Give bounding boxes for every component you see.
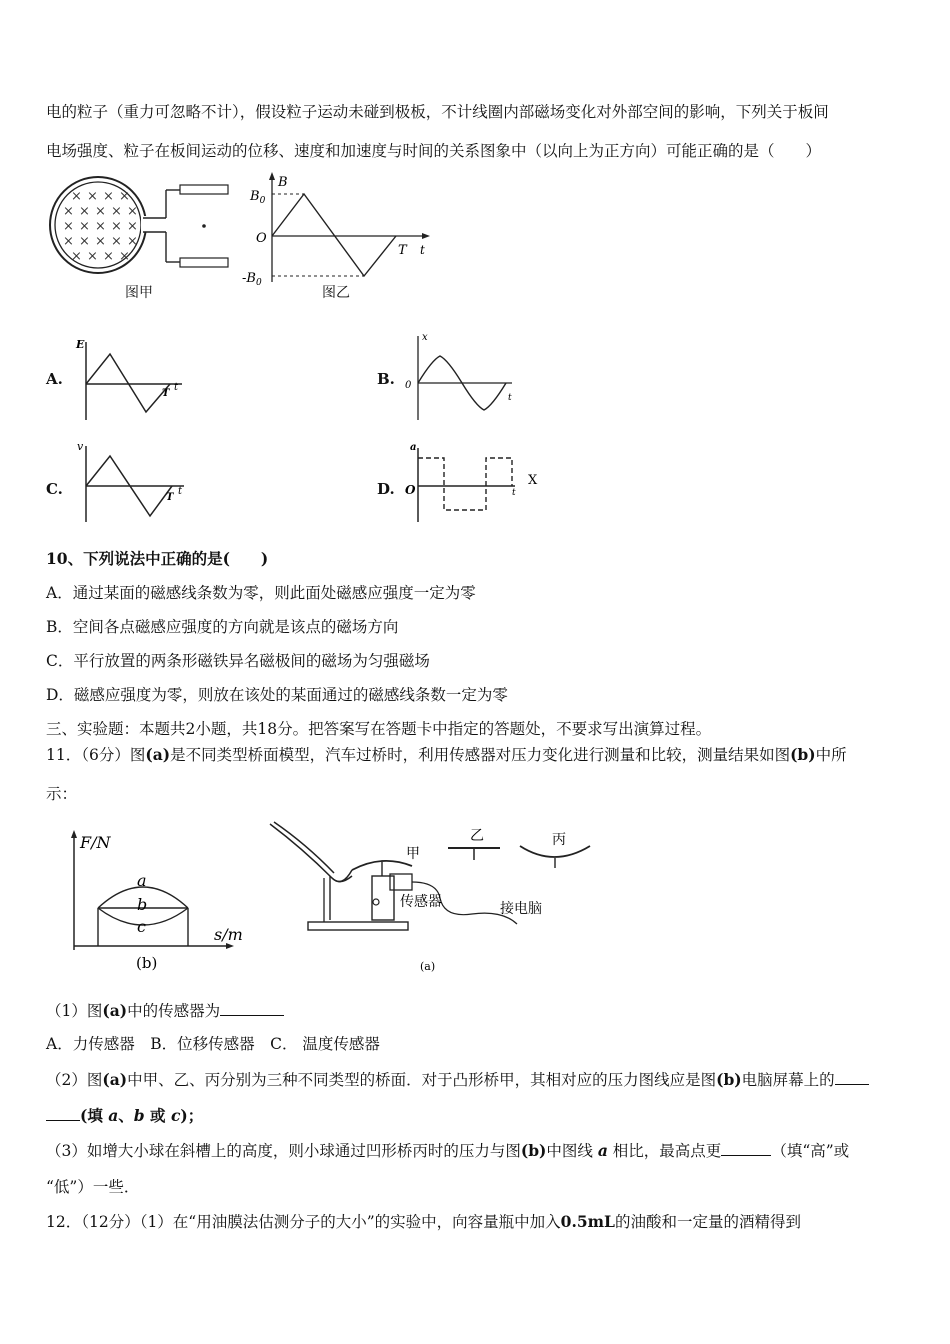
q11-sub2-l: )； — [180, 1106, 204, 1125]
yi-b0: B — [250, 189, 260, 204]
q11-stem-line-2: 示： — [46, 785, 78, 803]
q11-stem-d: (b) — [790, 745, 816, 764]
option-d-extra: X — [528, 473, 538, 488]
q11-sub2-j: 或 — [144, 1106, 171, 1125]
q11-sub2-blank-1[interactable] — [835, 1069, 869, 1085]
q11-stem-line-1 — [46, 745, 847, 765]
q11-sub3-c: 中图线 — [546, 1142, 598, 1160]
section-3-heading: 三、实验题：本题共2小题，共18分。把答案写在答题卡中指定的答题处，不要求写出演算过程。 — [46, 720, 712, 738]
svg-text:-B0 — [242, 271, 262, 288]
q11-sub2-a: （2）图 — [46, 1071, 103, 1089]
q11-stem-e: 中所 — [815, 746, 847, 764]
option-b-label: B. — [377, 370, 395, 388]
field-cross-icon: × — [63, 204, 74, 219]
graph-b-y-label: F/N — [80, 833, 111, 852]
graph-b-curve-a: a — [137, 871, 147, 890]
yi-t: t — [420, 243, 425, 257]
field-cross-icon: × — [95, 204, 106, 219]
option-d-label: D. — [377, 480, 395, 498]
option-a-label: A. — [46, 370, 63, 388]
q11-sub2-f: (填 — [80, 1106, 109, 1125]
option-b-y: x — [422, 332, 428, 343]
q11-sub2-k: c — [170, 1106, 181, 1125]
yi-b-label: B — [278, 175, 288, 190]
q12-rest: 的油酸和一定量的酒精得到 — [614, 1213, 801, 1231]
q11-sub1-c: 中的传感器为 — [127, 1002, 221, 1020]
option-d-graph — [400, 440, 550, 524]
yi-origin: O — [256, 231, 267, 246]
option-b-graph — [400, 330, 525, 422]
q11-sub1-blank[interactable] — [220, 1000, 284, 1016]
q11-sub3 — [46, 1140, 849, 1161]
option-c-label: C. — [46, 480, 63, 498]
field-cross-icon: × — [111, 219, 122, 234]
q10-stem: 10、下列说法中正确的是( ) — [46, 549, 269, 568]
graph-b-curve-b: b — [137, 895, 148, 914]
q12-num: 12．（12分）（1）在“用油膜法估测分子的大小”的实验中，向容量瓶中加入 — [46, 1213, 561, 1231]
field-cross-icon: × — [63, 219, 74, 234]
field-cross-icon: × — [71, 189, 82, 204]
q11-sub2-blank-2[interactable] — [46, 1105, 80, 1121]
figure-yi-caption: 图乙 — [322, 285, 350, 301]
q11-stem-b: (a) — [145, 745, 171, 764]
svg-text:B0 — [249, 189, 266, 206]
yi-neg-b0-sub: 0 — [255, 278, 262, 288]
q11-sub3-blank[interactable] — [721, 1140, 771, 1156]
q11-sub2-i: b — [133, 1106, 145, 1125]
apparatus-yi: 乙 — [470, 828, 484, 844]
field-cross-icon: × — [71, 249, 82, 264]
field-cross-icon: × — [79, 219, 90, 234]
field-cross-icon: × — [95, 234, 106, 249]
field-cross-icon: × — [87, 189, 98, 204]
field-cross-icon: × — [119, 189, 130, 204]
option-b-origin: 0 — [405, 380, 412, 391]
apparatus-caption: (a) — [420, 960, 436, 973]
yi-b0-sub: 0 — [259, 196, 266, 206]
field-cross-icon: × — [127, 234, 138, 249]
q11-sub3-b: (b) — [520, 1141, 547, 1160]
field-cross-icon: × — [79, 234, 90, 249]
field-cross-icon: × — [63, 234, 74, 249]
field-cross-icon: × — [111, 234, 122, 249]
option-c-T: T — [166, 492, 174, 503]
field-cross-icon: × — [127, 204, 138, 219]
q11-sub2-g: a — [108, 1106, 119, 1125]
field-cross-icon: × — [111, 204, 122, 219]
option-a-graph — [74, 338, 194, 422]
field-cross-icon: × — [87, 249, 98, 264]
option-a-t: t — [174, 382, 179, 393]
option-a-y: E — [76, 338, 85, 351]
figure-yi — [240, 172, 440, 292]
option-b-t: t — [508, 393, 512, 403]
q11-sub3-a: （3）如增大小球在斜槽上的高度，则小球通过凹形桥丙时的压力与图 — [46, 1142, 521, 1160]
field-cross-icon: × — [79, 204, 90, 219]
q11-stem-c: 是不同类型桥面模型，汽车过桥时，利用传感器对压力变化进行测量和比较，测量结果如图 — [170, 746, 791, 764]
q11-sub3-e: 相比，最高点更 — [607, 1142, 722, 1160]
graph-b-x-label: s/m — [214, 925, 243, 944]
q11-sub2-e: 电脑屏幕上的 — [741, 1071, 835, 1089]
field-cross-icon: × — [103, 249, 114, 264]
q11-sub1-b: (a) — [102, 1001, 128, 1020]
q11-sub3-cont: “低”）一些． — [46, 1178, 140, 1196]
q10-option-b: B．空间各点磁感应强度的方向就是该点的磁场方向 — [46, 618, 399, 636]
q11-sub1-options: A．力传感器 B．位移传感器 C． 温度传感器 — [46, 1035, 380, 1053]
apparatus-a — [262, 818, 607, 978]
yi-T: T — [398, 243, 407, 258]
q10-option-a: A．通过某面的磁感线条数为零，则此面处磁感应强度一定为零 — [46, 584, 476, 602]
apparatus-computer: 接电脑 — [500, 901, 542, 917]
q11-sub2-d: (b) — [716, 1070, 742, 1089]
q11-num: 11．（6分） — [46, 746, 130, 764]
q11-sub2 — [46, 1069, 869, 1090]
field-cross-icon: × — [119, 249, 130, 264]
q11-sub1-a: （1）图 — [46, 1002, 103, 1020]
graph-b — [64, 828, 254, 978]
q11-sub3-f: （填“高”或 — [771, 1142, 850, 1160]
q12-stem — [46, 1212, 801, 1232]
apparatus-bing: 丙 — [552, 832, 566, 848]
option-a-T: T — [162, 388, 170, 399]
q11-sub2-b: (a) — [102, 1070, 128, 1089]
q11-sub2-h: 、 — [118, 1106, 134, 1125]
option-c-y: v — [77, 440, 84, 453]
q10-option-c: C．平行放置的两条形磁铁异名磁极间的磁场为匀强磁场 — [46, 652, 430, 670]
graph-b-curve-c: c — [137, 917, 146, 936]
q11-sub2-c: 中甲、乙、丙分别为三种不同类型的桥面．对于凸形桥甲，其相对应的压力图线应是图 — [127, 1071, 717, 1089]
option-c-t: t — [178, 486, 183, 497]
field-cross-icon: × — [95, 219, 106, 234]
apparatus-jia: 甲 — [406, 846, 420, 862]
q10-option-d: D．磁感应强度为零，则放在该处的某面通过的磁感线条数一定为零 — [46, 686, 508, 704]
field-cross-icon: × — [103, 189, 114, 204]
option-d-t: t — [512, 488, 516, 498]
option-d-origin: O — [405, 483, 416, 497]
q11-sub1 — [46, 1000, 284, 1021]
yi-neg-b0: -B — [242, 271, 256, 286]
option-d-y: a — [410, 442, 417, 453]
q11-sub3-d: a — [597, 1141, 608, 1160]
q11-sub2-cont — [46, 1105, 203, 1126]
option-c-graph — [74, 440, 196, 524]
graph-b-caption: (b) — [136, 954, 158, 972]
q12-value: 0.5mL — [560, 1212, 615, 1231]
q9-line-1: 电的粒子（重力可忽略不计），假设粒子运动未碰到极板，不计线圈内部磁场变化对外部空间的影响，下列关于板间 — [46, 103, 829, 121]
q9-line-2: 电场强度、粒子在板间运动的位移、速度和加速度与时间的关系图象中（以向上为正方向）可能正确的是（ ） — [46, 142, 822, 160]
figure-jia-caption: 图甲 — [125, 285, 153, 301]
field-cross-icon: × — [127, 219, 138, 234]
apparatus-sensor: 传感器 — [400, 894, 442, 910]
q11-stem-a: 图 — [129, 746, 146, 764]
